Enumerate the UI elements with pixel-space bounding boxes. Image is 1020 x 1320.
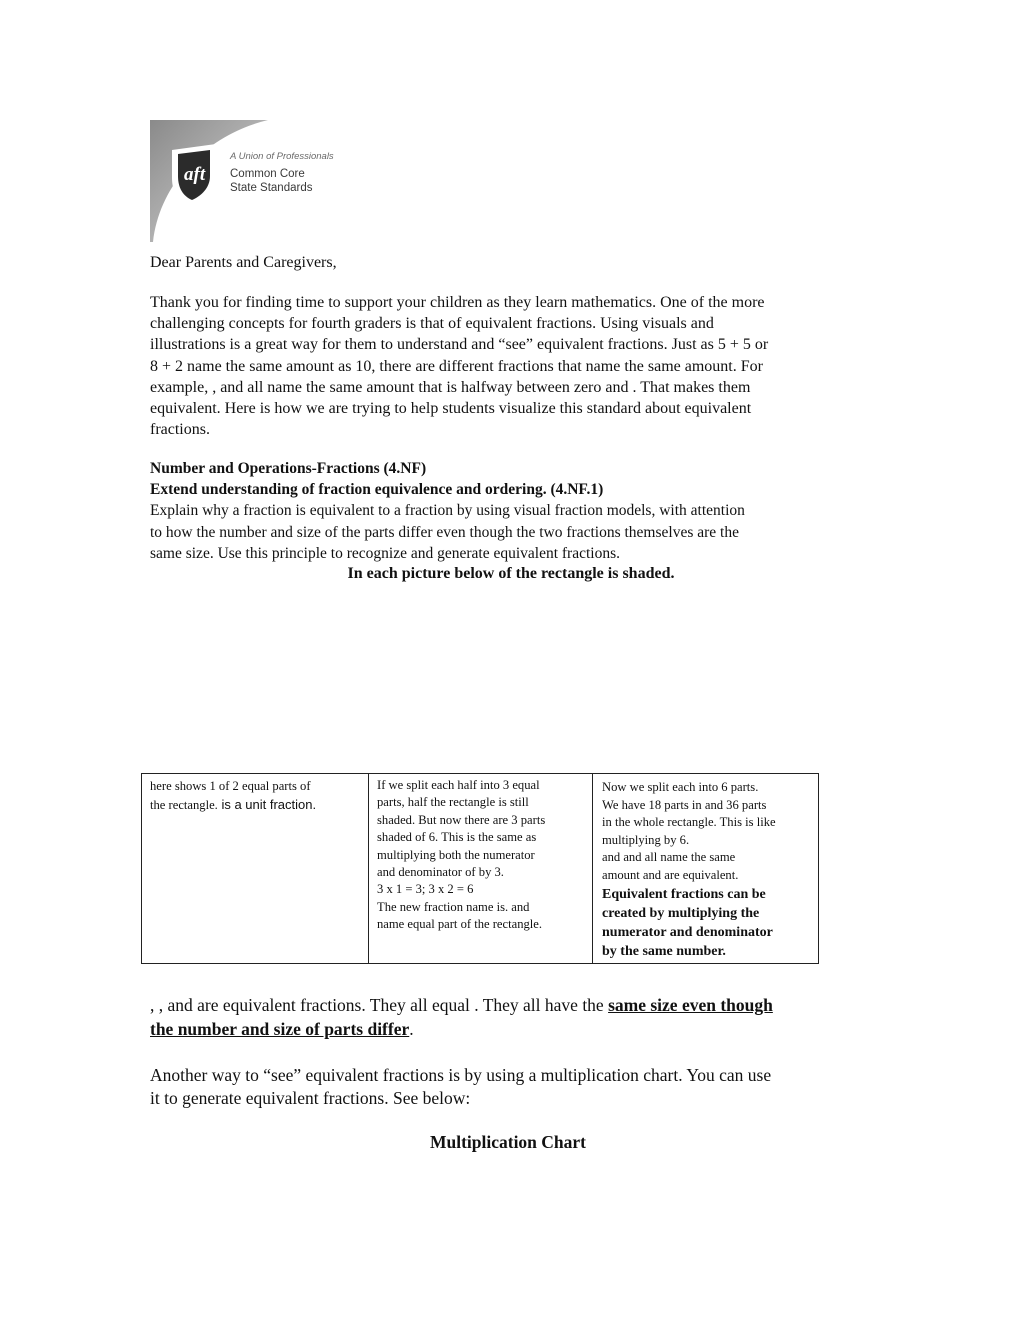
- intro-line: example, , and all name the same amount that is halfway between zero and . That makes them: [150, 378, 751, 396]
- picture-caption: In each picture below of the rectangle is shaded.: [347, 565, 675, 582]
- cell-line: in the whole rectangle. This is like: [602, 815, 776, 830]
- cell-line: shaded of 6. This is the same as: [377, 830, 537, 845]
- cell-line: multiplying by 6.: [602, 832, 690, 847]
- cell-line: here shows 1 of 2 equal parts of: [150, 779, 311, 793]
- fraction-explanation-table: [141, 773, 819, 964]
- table-cell-split-six: [593, 774, 818, 963]
- summary-text: , , and are equivalent fractions. They all equal . They all have the: [150, 995, 609, 1015]
- table-cell-unit-fraction: [142, 774, 369, 963]
- logo-line-state-standards: State Standards: [230, 182, 313, 194]
- multiplication-chart-title: Multiplication Chart: [429, 1132, 587, 1152]
- intro-line: Another way to “see” equivalent fractions is by using a multiplication chart. You can use: [150, 1065, 772, 1085]
- logo-line-common-core: Common Core: [230, 168, 305, 180]
- cell-bold-line: created by multiplying the: [602, 905, 760, 921]
- cell-line: parts, half the rectangle is still: [377, 795, 529, 810]
- cell-line: shaded. But now there are 3 parts: [377, 812, 546, 827]
- intro-line: illustrations is a great way for them to understand and “see” equivalent fractions. Just as 5 + 5 or: [150, 336, 769, 354]
- table-cell-split-three: [369, 774, 593, 963]
- cell-line: multiplying both the numerator: [377, 847, 535, 862]
- logo-swoosh-graphic: [150, 120, 370, 242]
- intro-line: it to generate equivalent fractions. See below:: [150, 1088, 471, 1108]
- cell-bold-line: numerator and denominator: [602, 924, 773, 940]
- cell-line: name equal part of the rectangle.: [377, 917, 543, 932]
- greeting: Dear Parents and Caregivers,: [150, 254, 337, 271]
- cell-bold-line: Equivalent fractions can be: [602, 886, 766, 902]
- cell-line: If we split each half into 3 equal: [377, 778, 540, 792]
- cell-line: [150, 796, 364, 815]
- cell-line: We have 18 parts in and 36 parts: [602, 797, 767, 812]
- cell-line: amount and are equivalent.: [602, 867, 739, 882]
- logo-brand-mark: aft: [184, 164, 206, 185]
- standard-line: to how the number and size of the parts differ even though the two fractions themselves are the: [150, 523, 739, 541]
- intro-line: equivalent. Here is how we are trying to help students visualize this standard about equivalent: [150, 400, 752, 418]
- standard-line: same size. Use this principle to recognize and generate equivalent fractions.: [150, 544, 620, 562]
- logo-tagline: A Union of Professionals: [230, 151, 334, 162]
- summary-emphasis: same size even though: [608, 995, 773, 1015]
- cell-line: The new fraction name is. and: [377, 899, 530, 914]
- aft-logo: [150, 120, 370, 242]
- standard-subheading: Extend understanding of fraction equivalence and ordering. (4.NF.1): [150, 481, 604, 499]
- intro-line: fractions.: [150, 421, 210, 439]
- standard-section: [150, 458, 872, 564]
- summary-text: .: [409, 1018, 414, 1039]
- intro-line: 8 + 2 name the same amount as 10, there are different fractions that name the same amount. For: [150, 357, 763, 375]
- cell-line: 3 x 1 = 3; 3 x 2 = 6: [377, 882, 474, 897]
- cell-line-part: is a unit fraction.: [217, 796, 317, 812]
- standard-line: Explain why a fraction is equivalent to a fraction by using visual fraction models, with attention: [150, 502, 745, 520]
- cell-bold-line: by the same number.: [602, 944, 726, 960]
- cell-line: Now we split each into 6 parts.: [602, 780, 759, 794]
- cell-line: and denominator of by 3.: [377, 865, 504, 880]
- summary-emphasis: the number and size of parts differ: [150, 1018, 410, 1039]
- cell-line-part: the rectangle.: [150, 797, 218, 812]
- intro-line: challenging concepts for fourth graders is that of equivalent fractions. Using visuals and: [150, 315, 714, 333]
- cell-line: and and all name the same: [602, 850, 736, 865]
- intro-paragraph: [150, 292, 872, 440]
- intro-line: Thank you for finding time to support your children as they learn mathematics. One of the more: [150, 294, 765, 311]
- summary-paragraph: [150, 994, 880, 1041]
- standard-heading: Number and Operations-Fractions (4.NF): [150, 460, 427, 477]
- multiplication-chart-intro: [150, 1064, 880, 1110]
